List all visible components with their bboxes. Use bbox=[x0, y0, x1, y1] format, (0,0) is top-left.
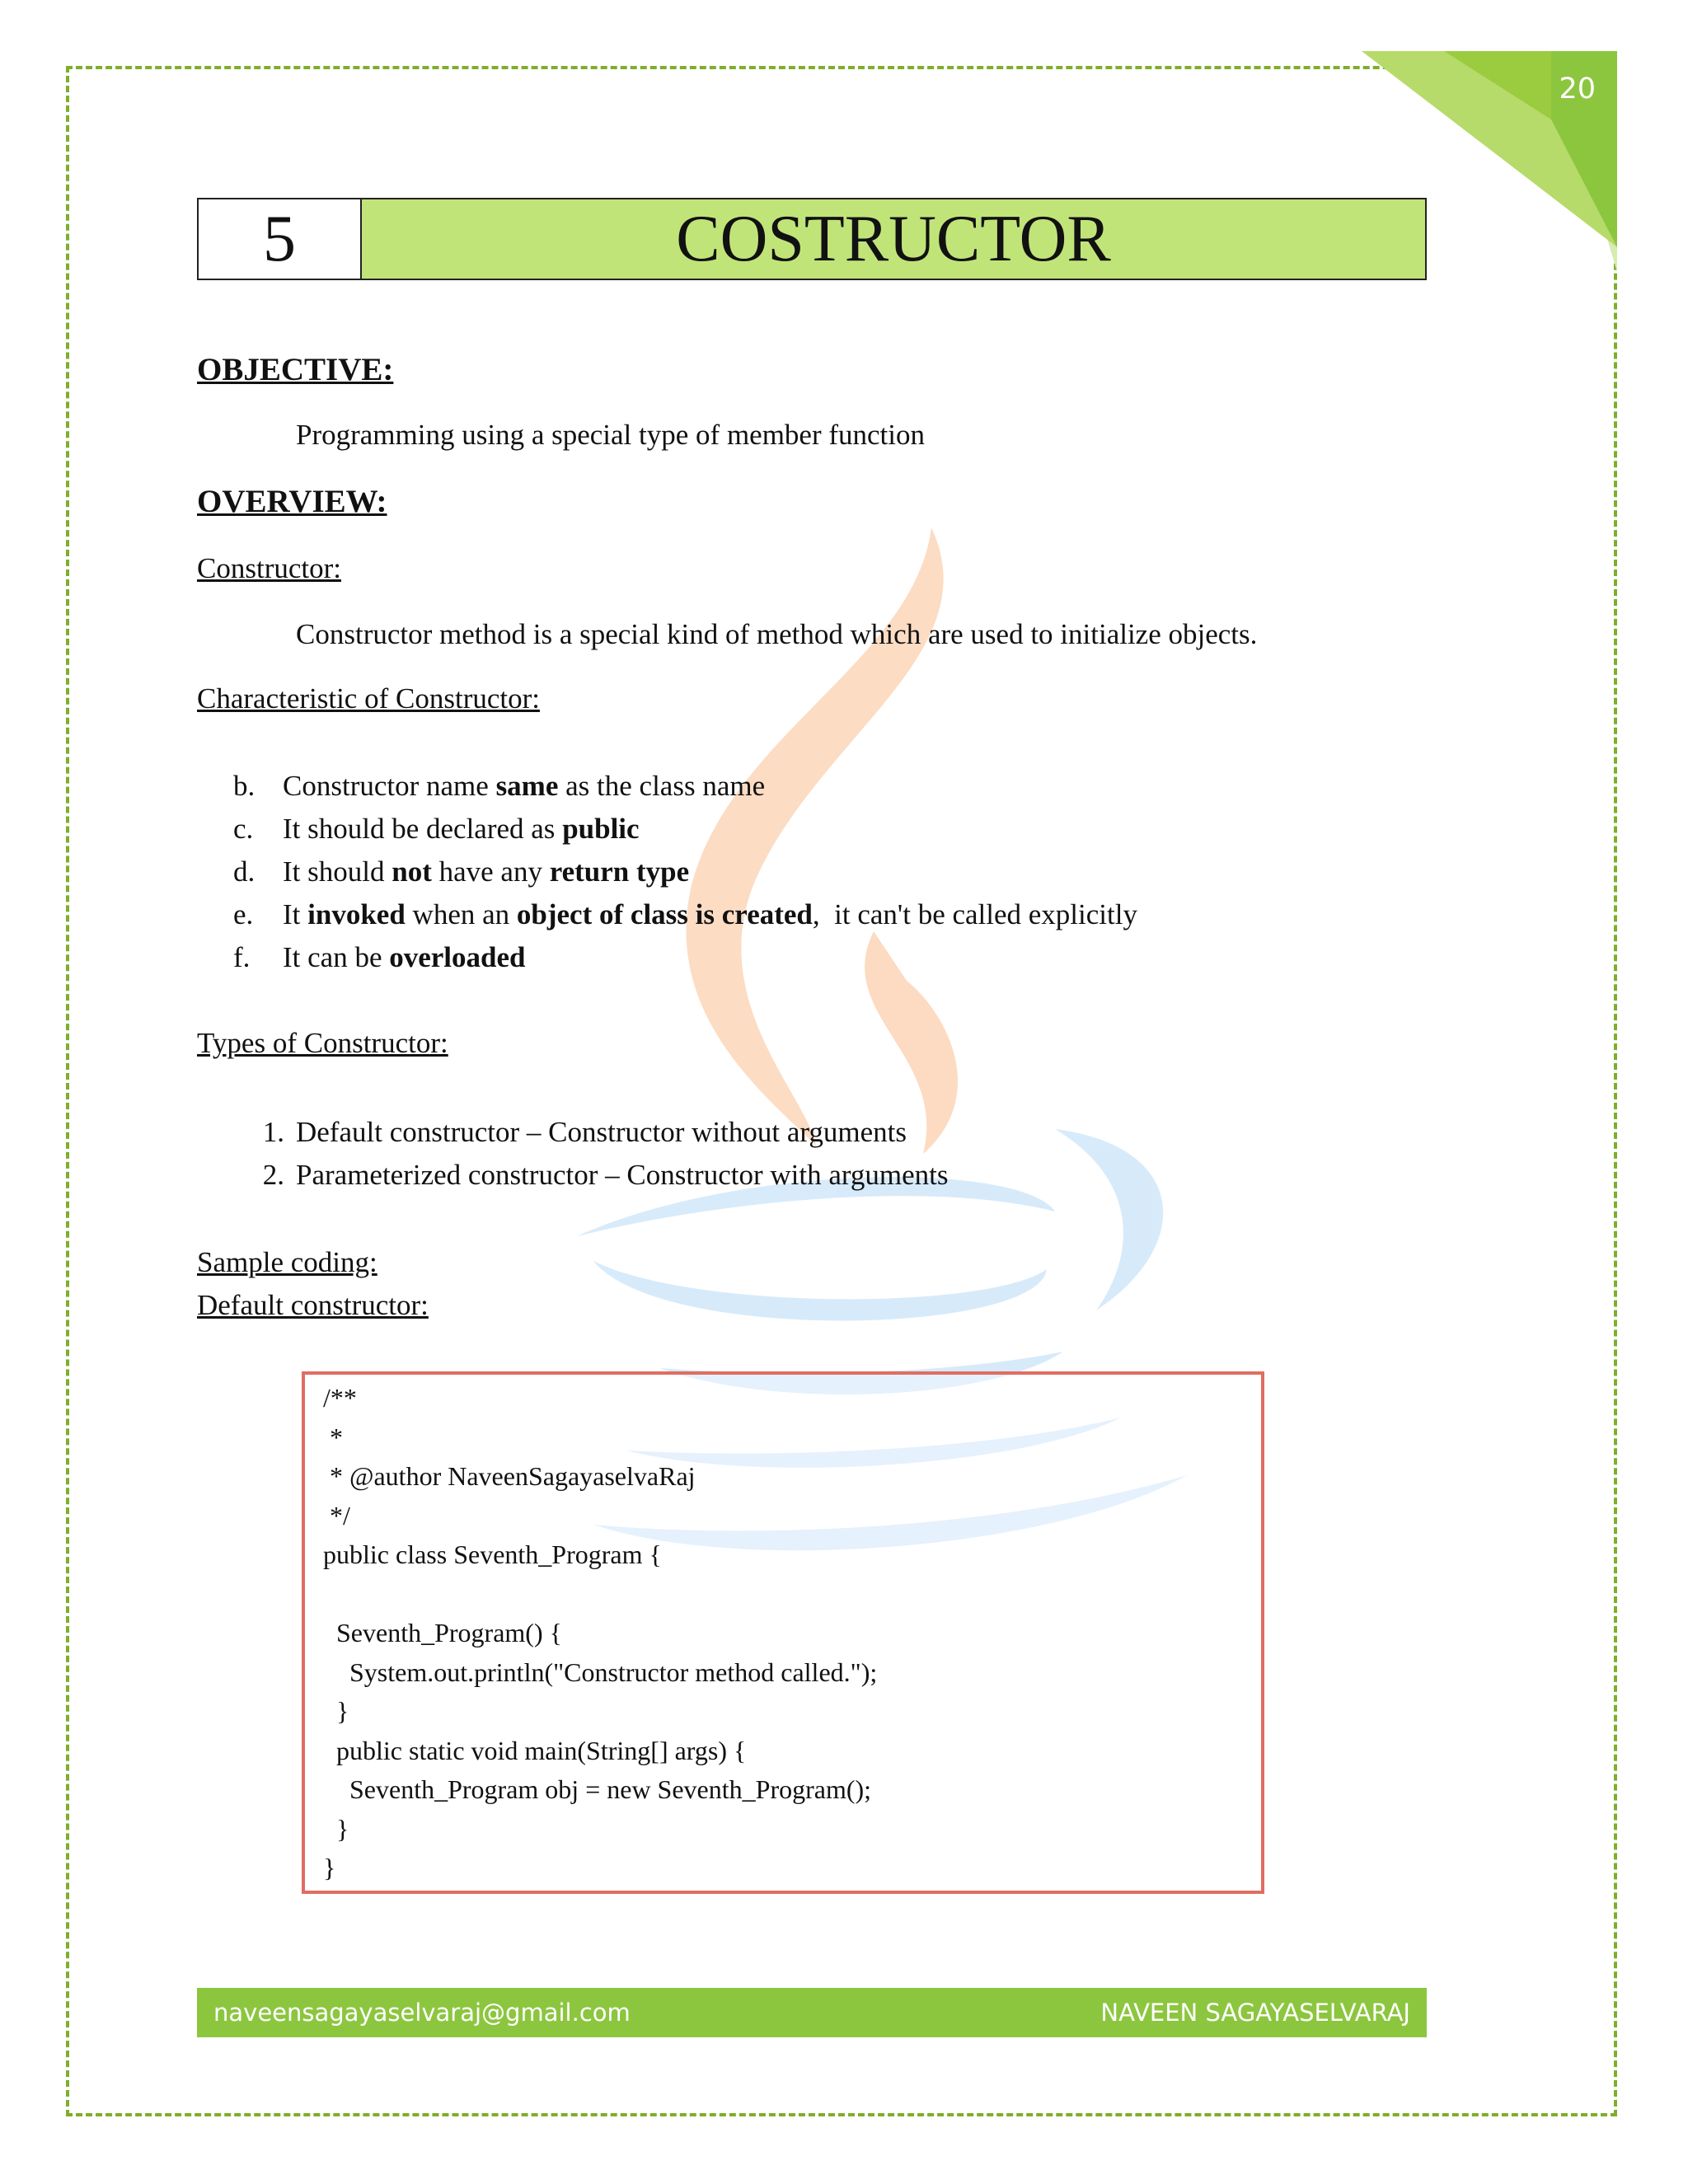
objective-text: Programming using a special type of member function bbox=[296, 419, 926, 451]
text-segment: , it can't be called explicitly bbox=[812, 898, 1137, 930]
bold-text: object of class is created bbox=[516, 898, 813, 930]
text-segment: when an bbox=[405, 898, 517, 930]
list-marker: f. bbox=[233, 941, 251, 973]
list-marker: b. bbox=[233, 770, 256, 802]
code-line: } bbox=[323, 1813, 349, 1844]
code-line: } bbox=[323, 1853, 336, 1882]
footer-author: NAVEEN SAGAYASELVARAJ bbox=[1100, 1999, 1410, 2027]
constructor-label: Constructor: bbox=[197, 552, 341, 584]
sample-coding-label: Sample coding: bbox=[197, 1246, 377, 1278]
text-segment: It should be declared as bbox=[283, 813, 563, 845]
footer-email: naveensagayaselvaraj@gmail.com bbox=[213, 1999, 631, 2027]
code-line: System.out.println("Constructor method called."); bbox=[323, 1657, 878, 1687]
code-line: Seventh_Program() { bbox=[323, 1618, 562, 1647]
constructor-type-item bbox=[197, 1116, 907, 1149]
code-line: */ bbox=[323, 1500, 350, 1530]
list-marker: c. bbox=[233, 813, 254, 845]
constructor-definition: Constructor method is a special kind of method which are used to initialize objects. bbox=[296, 618, 1258, 650]
list-marker: 2. bbox=[262, 1159, 284, 1191]
text-segment: It can be bbox=[283, 941, 390, 973]
text-segment: as the class name bbox=[558, 770, 766, 802]
code-line: Seventh_Program obj = new Seventh_Program(); bbox=[323, 1774, 872, 1804]
list-marker: d. bbox=[233, 855, 256, 888]
overview-heading: OVERVIEW: bbox=[197, 484, 387, 519]
code-sample-box bbox=[302, 1371, 1264, 1894]
chapter-title-box bbox=[197, 198, 1427, 280]
code-line: * @author NaveenSagayaselvaRaj bbox=[323, 1461, 696, 1491]
characteristic-item bbox=[233, 813, 640, 846]
bold-text: not bbox=[392, 855, 432, 888]
chapter-number: 5 bbox=[199, 199, 362, 279]
code-line: * bbox=[323, 1422, 343, 1452]
footer-bar bbox=[197, 1988, 1427, 2037]
bold-text: same bbox=[495, 770, 559, 802]
code-line: } bbox=[323, 1696, 349, 1726]
type-text: Parameterized constructor – Constructor with arguments bbox=[296, 1159, 949, 1191]
chapter-title: COSTRUCTOR bbox=[362, 199, 1425, 279]
code-line: /** bbox=[323, 1383, 357, 1413]
default-constructor-label: Default constructor: bbox=[197, 1289, 429, 1321]
list-marker: 1. bbox=[262, 1116, 284, 1148]
characteristic-item bbox=[233, 855, 689, 888]
characteristic-item bbox=[233, 898, 1137, 931]
list-marker: e. bbox=[233, 898, 254, 930]
text-segment: Constructor name bbox=[283, 770, 496, 802]
text-segment: have any bbox=[431, 855, 550, 888]
code-line: public class Seventh_Program { bbox=[323, 1540, 662, 1569]
page-number: 20 bbox=[1559, 73, 1596, 105]
constructor-type-item bbox=[197, 1159, 949, 1192]
characteristics-label: Characteristic of Constructor: bbox=[197, 682, 540, 715]
objective-heading: OBJECTIVE: bbox=[197, 352, 394, 387]
text-segment: It should bbox=[283, 855, 392, 888]
code-line: public static void main(String[] args) { bbox=[323, 1735, 747, 1765]
characteristic-item bbox=[233, 941, 526, 974]
type-text: Default constructor – Constructor without arguments bbox=[296, 1116, 907, 1148]
characteristic-item bbox=[233, 770, 765, 803]
bold-text: public bbox=[562, 813, 640, 845]
types-label: Types of Constructor: bbox=[197, 1027, 448, 1059]
bold-text: invoked bbox=[307, 898, 406, 930]
text-segment: It bbox=[283, 898, 308, 930]
bold-text: overloaded bbox=[389, 941, 526, 973]
bold-text: return type bbox=[549, 855, 690, 888]
